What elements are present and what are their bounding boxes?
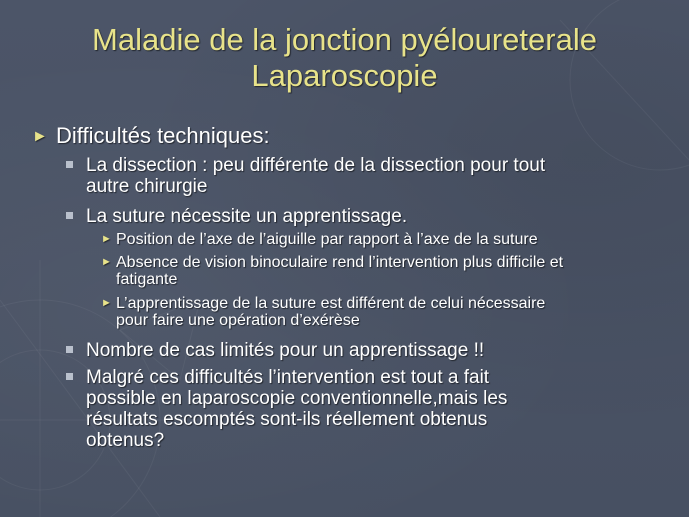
list-item-dissection: La dissection : peu différente de la dissection pour tout bbox=[86, 155, 546, 176]
slide-title-line-1: Maladie de la jonction pyéloureterale bbox=[92, 22, 597, 57]
triangle-right-icon: ► bbox=[101, 233, 112, 245]
square-bullet-icon bbox=[66, 212, 73, 219]
triangle-right-icon: ► bbox=[101, 297, 112, 309]
list-item-suture: La suture nécessite un apprentissage. bbox=[86, 206, 408, 227]
square-bullet-icon bbox=[66, 161, 73, 168]
sub-item-vision-cont: fatigante bbox=[116, 271, 178, 288]
list-item-malgre-cont-2: résultats escomptés sont-ils réellement obtenus bbox=[86, 409, 488, 430]
list-item-dissection-cont: autre chirurgie bbox=[86, 176, 208, 197]
sub-item-position: Position de l’axe de l’aiguille par rapport à l’axe de la suture bbox=[116, 231, 538, 248]
list-item-malgre: Malgré ces difficultés l’intervention est tout a fait bbox=[86, 367, 490, 388]
sub-item-vision: Absence de vision binoculaire rend l’intervention plus difficile et bbox=[116, 254, 564, 271]
slide-title bbox=[0, 22, 689, 94]
slide-title-line-2: Laparoscopie bbox=[251, 58, 438, 93]
sub-item-apprentissage: L’apprentissage de la suture est différent de celui nécessaire bbox=[116, 295, 546, 312]
triangle-right-icon: ► bbox=[101, 256, 112, 268]
list-item-malgre-cont-1: possible en laparoscopie conventionnelle,mais les bbox=[86, 388, 508, 409]
square-bullet-icon bbox=[66, 346, 73, 353]
heading-difficultes: Difficultés techniques: bbox=[56, 123, 270, 148]
list-item-malgre-cont-3: obtenus? bbox=[86, 430, 165, 451]
list-item-nombre-cas: Nombre de cas limités pour un apprentissage !! bbox=[86, 340, 485, 361]
sub-item-apprentissage-cont: pour faire une opération d’exérèse bbox=[116, 312, 360, 329]
square-bullet-icon bbox=[66, 373, 73, 380]
triangle-right-icon: ► bbox=[32, 128, 48, 145]
